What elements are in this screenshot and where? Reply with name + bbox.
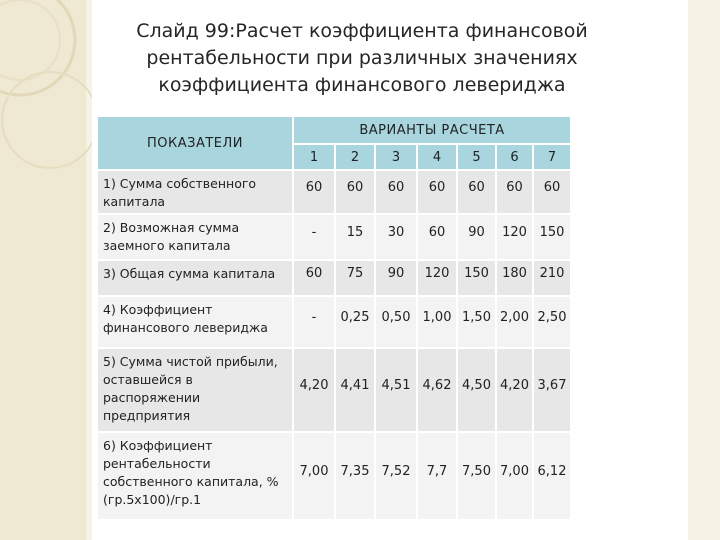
- table-cell: 30: [375, 214, 417, 260]
- table-cell: -: [293, 296, 335, 348]
- table-row: [97, 214, 571, 260]
- indicators-header: ПОКАЗАТЕЛИ: [97, 116, 293, 170]
- table-cell: 4,20: [496, 348, 533, 432]
- table-cell: 7,00: [293, 432, 335, 520]
- row-label: 1) Сумма собственного капитала: [97, 170, 293, 214]
- table-cell: 0,50: [375, 296, 417, 348]
- table-cell: 75: [335, 260, 375, 296]
- table-cell: 6,12: [533, 432, 571, 520]
- table-cell: 7,50: [457, 432, 496, 520]
- table-cell: 2,00: [496, 296, 533, 348]
- table-cell: 60: [457, 170, 496, 214]
- table-cell: 7,52: [375, 432, 417, 520]
- table-cell: 3,67: [533, 348, 571, 432]
- table-row: [97, 348, 571, 432]
- table-cell: 150: [457, 260, 496, 296]
- table-cell: 4,20: [293, 348, 335, 432]
- table-cell: 90: [375, 260, 417, 296]
- variants-header: ВАРИАНТЫ РАСЧЕТА: [293, 116, 571, 144]
- row-label: 4) Коэффициент финансового левериджа: [97, 296, 293, 348]
- table-cell: 150: [533, 214, 571, 260]
- table-cell: 4,50: [457, 348, 496, 432]
- table-cell: 60: [293, 260, 335, 296]
- table-cell: 7,00: [496, 432, 533, 520]
- table-cell: 4,41: [335, 348, 375, 432]
- row-label: 3) Общая сумма капитала: [97, 260, 293, 296]
- title-line-2: рентабельности при различных значениях: [146, 47, 578, 69]
- table-cell: 60: [417, 170, 457, 214]
- table-cell: 120: [417, 260, 457, 296]
- row-label: 5) Сумма чистой прибыли, оставшейся в распоряжении предприятия: [97, 348, 293, 432]
- title-line-3: коэффициента финансового левериджа: [158, 74, 566, 96]
- variant-number: 5: [457, 144, 496, 170]
- table-cell: 60: [533, 170, 571, 214]
- table-cell: 4,51: [375, 348, 417, 432]
- variant-number: 7: [533, 144, 571, 170]
- variant-number: 2: [335, 144, 375, 170]
- row-label: 6) Коэффициент рентабельности собственного капитала, % (гр.5х100)/гр.1: [97, 432, 293, 520]
- row-label: 2) Возможная сумма заемного капитала: [97, 214, 293, 260]
- title-line-1: Слайд 99:Расчет коэффициента финансовой: [136, 20, 588, 42]
- table-cell: 0,25: [335, 296, 375, 348]
- table-cell: 7,35: [335, 432, 375, 520]
- table-cell: 60: [496, 170, 533, 214]
- table-row: [97, 432, 571, 520]
- table-cell: -: [293, 214, 335, 260]
- table-cell: 210: [533, 260, 571, 296]
- table-cell: 60: [293, 170, 335, 214]
- variant-number: 1: [293, 144, 335, 170]
- variant-number: 6: [496, 144, 533, 170]
- table-cell: 15: [335, 214, 375, 260]
- table-cell: 7,7: [417, 432, 457, 520]
- table-cell: 1,50: [457, 296, 496, 348]
- table-row: [97, 260, 571, 296]
- variant-number: 4: [417, 144, 457, 170]
- table-cell: 60: [417, 214, 457, 260]
- slide-title: [92, 18, 632, 99]
- table-row: [97, 296, 571, 348]
- table-row: [97, 170, 571, 214]
- calculation-table: [96, 115, 572, 521]
- table-cell: 1,00: [417, 296, 457, 348]
- table-cell: 60: [375, 170, 417, 214]
- table-cell: 90: [457, 214, 496, 260]
- table-cell: 60: [335, 170, 375, 214]
- table-cell: 2,50: [533, 296, 571, 348]
- table-cell: 180: [496, 260, 533, 296]
- table-cell: 4,62: [417, 348, 457, 432]
- variant-number: 3: [375, 144, 417, 170]
- table-cell: 120: [496, 214, 533, 260]
